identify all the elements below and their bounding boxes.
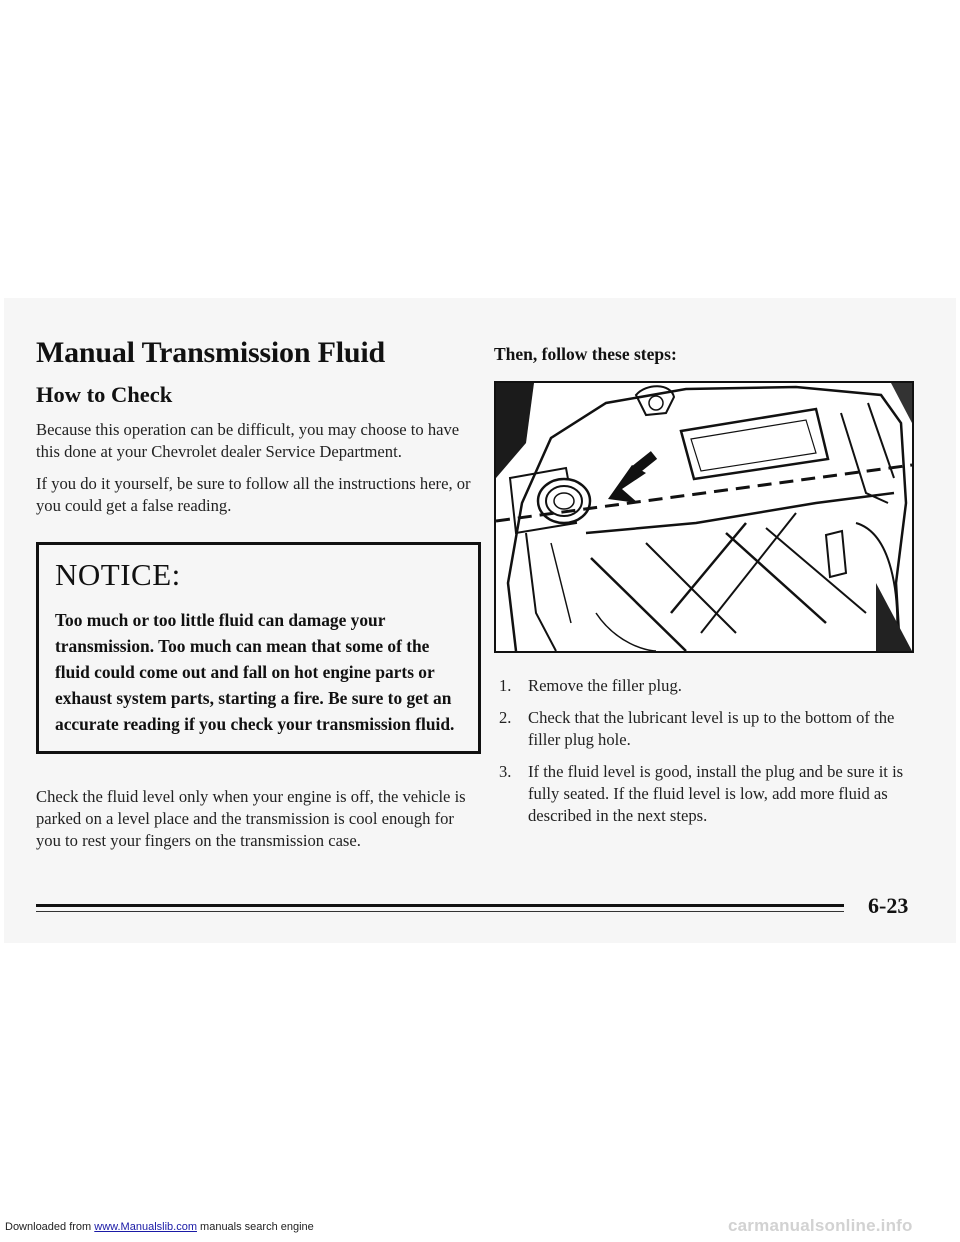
steps-intro: Then, follow these steps: bbox=[494, 344, 677, 364]
step-item bbox=[494, 675, 924, 697]
intro-paragraph: Because this operation can be difficult, you may choose to have this done at your Chevrolet dealer Service Department. bbox=[36, 420, 460, 461]
footer-prefix: Downloaded from bbox=[5, 1221, 95, 1233]
transmission-case-drawing bbox=[496, 383, 912, 651]
download-footer bbox=[5, 1221, 314, 1233]
step-text: Remove the filler plug. bbox=[528, 676, 682, 695]
transmission-filler-plug-illustration bbox=[494, 381, 914, 653]
notice-box bbox=[36, 542, 481, 754]
step-item bbox=[494, 707, 924, 751]
page-number: 6-23 bbox=[868, 893, 909, 918]
step-text: Check that the lubricant level is up to the bottom of the filler plug hole. bbox=[528, 708, 895, 749]
watermark: carmanualsonline.info bbox=[728, 1216, 913, 1235]
section-heading: How to Check bbox=[36, 382, 173, 407]
step-number: 1. bbox=[499, 676, 512, 695]
step-number: 3. bbox=[499, 762, 512, 781]
right-column bbox=[494, 336, 924, 825]
manualslib-link[interactable]: www.Manualslib.com bbox=[94, 1221, 197, 1233]
notice-text: Too much or too little fluid can damage your transmission. Too much can mean that some of the fluid could come out and fall on hot engine parts or exhaust system parts, starting a fire. Be sure to get an accurate reading if you check your transmission fluid. bbox=[55, 610, 455, 734]
page-title: Manual Transmission Fluid bbox=[36, 336, 385, 369]
footer-suffix: manuals search engine bbox=[196, 1221, 314, 1233]
left-column bbox=[36, 336, 481, 852]
step-item bbox=[494, 761, 924, 827]
step-text: If the fluid level is good, install the plug and be sure it is fully seated. If the fluid level is low, add more fluid as described in the next steps. bbox=[528, 762, 904, 825]
check-conditions-paragraph: Check the fluid level only when your engine is off, the vehicle is parked on a level place and the transmission is cool enough for you to rest your fingers on the transmission case. bbox=[36, 787, 466, 850]
instructions-paragraph: If you do it yourself, be sure to follow all the instructions here, or you could get a false reading. bbox=[36, 474, 471, 515]
notice-title: NOTICE: bbox=[55, 557, 181, 592]
steps-list bbox=[494, 675, 924, 837]
footer-rule-thin bbox=[36, 911, 844, 912]
step-number: 2. bbox=[499, 708, 512, 727]
footer-rule-thick bbox=[36, 904, 844, 907]
